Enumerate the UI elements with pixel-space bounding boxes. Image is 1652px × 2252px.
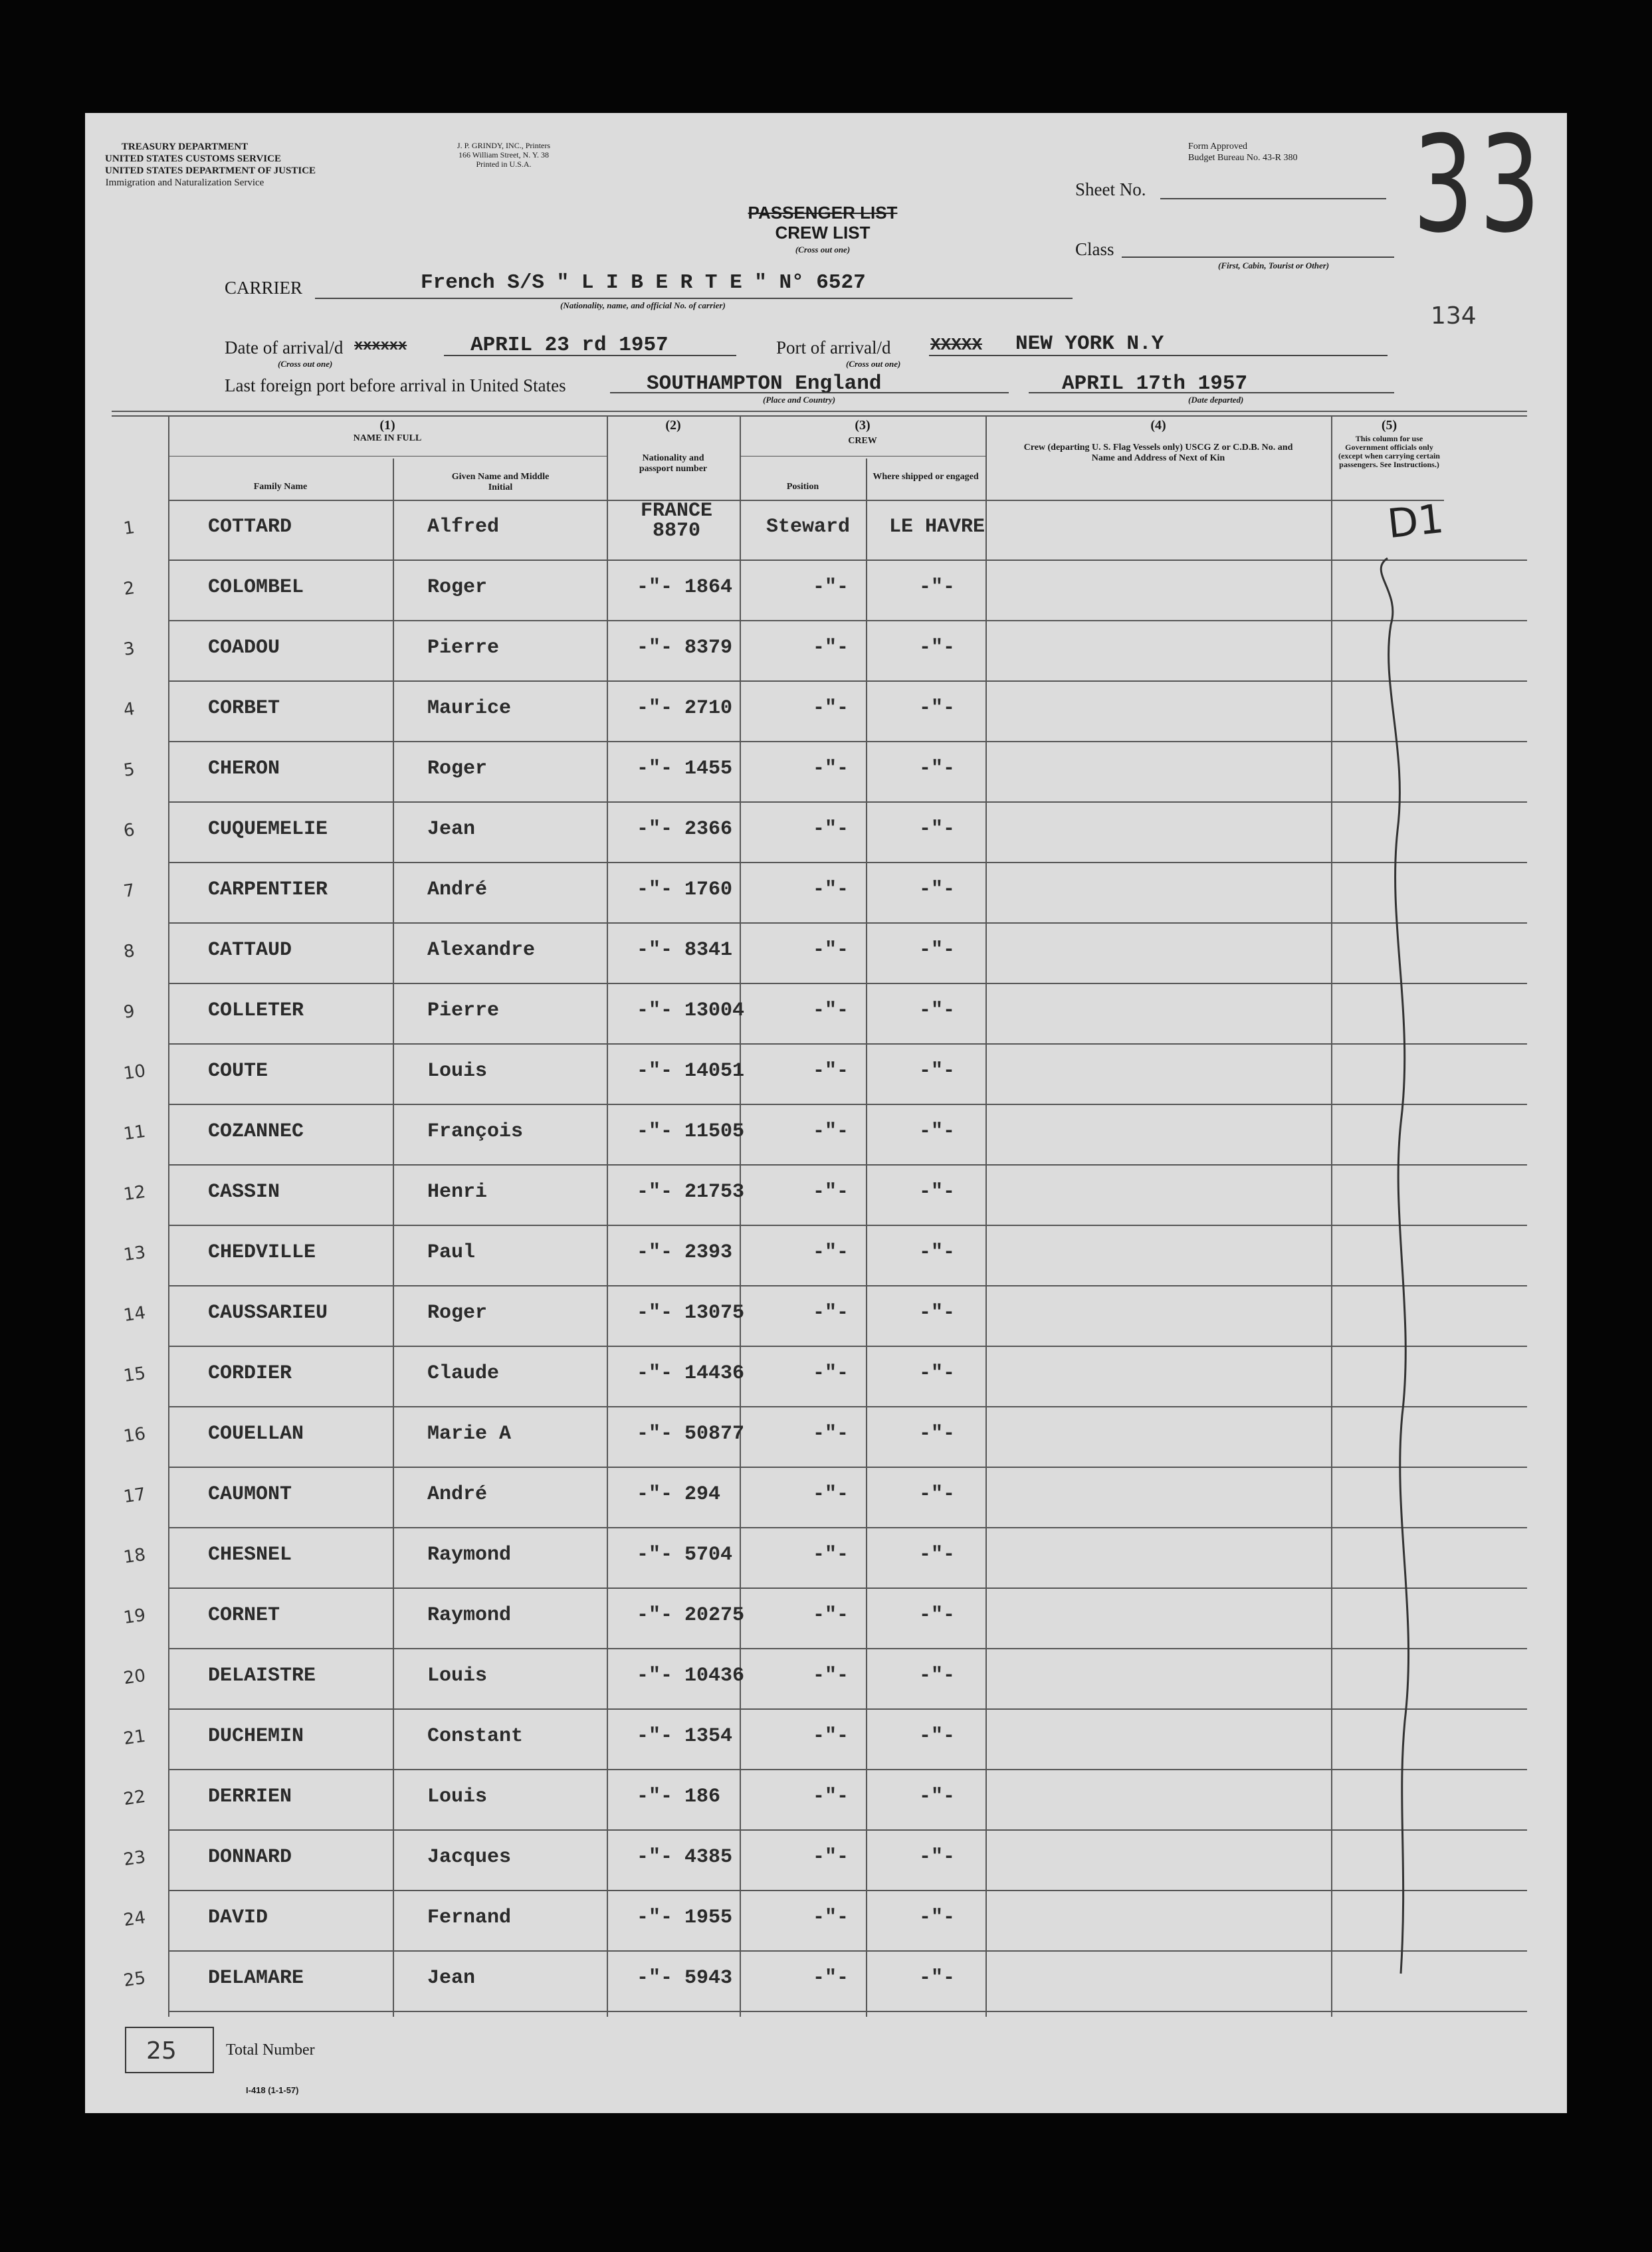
printer-line: Printed in U.S.A. — [476, 159, 532, 169]
cell-where: -"- — [919, 1725, 956, 1748]
cell-family: DUCHEMIN — [208, 1725, 304, 1748]
cell-passport: -"- 13004 — [637, 999, 745, 1022]
arrival-label: Date of arrival/d — [225, 338, 344, 358]
arrival-struck: xxxxxx — [354, 338, 407, 354]
cell-family: CHEDVILLE — [208, 1241, 316, 1264]
col2-title: Nationality and passport number — [639, 453, 708, 474]
cell-given: Louis — [427, 1060, 488, 1082]
col4-title: Crew (departing U. S. Flag Vessels only) USCG Z or C.D.B. No. and Name and Address of Next of Kin — [1023, 443, 1293, 463]
cell-given: Fernand — [427, 1906, 512, 1929]
cell-given: Constant — [427, 1725, 524, 1748]
cell-position: -"- — [813, 939, 849, 962]
row-number: 25 — [122, 1968, 148, 1992]
cell-family: DELAISTRE — [208, 1665, 316, 1687]
sheet-stamp: 33 — [1413, 113, 1546, 262]
cell-given: François — [427, 1120, 524, 1143]
cell-passport: -"- 2393 — [637, 1241, 733, 1264]
table-rule — [112, 415, 1527, 417]
cell-passport: -"- 14051 — [637, 1060, 745, 1082]
cell-given: Louis — [427, 1665, 488, 1687]
printer-block — [424, 141, 583, 169]
row-number: 22 — [122, 1786, 148, 1810]
table-row — [85, 802, 1567, 863]
crew-list-form — [85, 113, 1567, 2113]
printer-line: J. P. GRINDY, INC., Printers — [457, 141, 551, 150]
cell-family: CAUMONT — [208, 1483, 292, 1506]
row-number: 24 — [122, 1907, 148, 1931]
table-row — [85, 1407, 1567, 1467]
arrival-value: APRIL 23 rd 1957 — [470, 334, 669, 357]
cell-where: -"- — [919, 1665, 956, 1687]
cell-given: Pierre — [427, 637, 500, 659]
table-row — [85, 1044, 1567, 1104]
cell-where: -"- — [919, 1846, 956, 1869]
cell-family: COADOU — [208, 637, 280, 659]
cell-given: Henri — [427, 1181, 488, 1203]
cell-where: -"- — [919, 1604, 956, 1627]
cell-position: -"- — [813, 637, 849, 659]
departed-note: (Date departed) — [1188, 395, 1244, 405]
table-row — [85, 1588, 1567, 1649]
form-approved-line: Form Approved — [1188, 142, 1248, 152]
cell-given: Marie A — [427, 1423, 512, 1445]
departed-line — [1029, 392, 1394, 393]
sheet-label: Sheet No. — [1075, 179, 1146, 199]
cell-position: -"- — [813, 1060, 849, 1082]
row-number: 6 — [122, 819, 136, 842]
form-approved — [1188, 141, 1297, 163]
cell-given: Jacques — [427, 1846, 512, 1869]
row-number: 2 — [122, 577, 136, 600]
cell-family: DONNARD — [208, 1846, 292, 1869]
row-number: 9 — [122, 1001, 136, 1023]
cell-family: CORDIER — [208, 1362, 292, 1385]
total-box — [125, 2027, 214, 2073]
cell-position: -"- — [813, 758, 849, 780]
cell-passport: -"- 5704 — [637, 1544, 733, 1566]
table-row — [85, 1830, 1567, 1891]
row-number: 3 — [122, 638, 136, 661]
cell-family: CASSIN — [208, 1181, 280, 1203]
table-row — [85, 1528, 1567, 1588]
cell-family: CAUSSARIEU — [208, 1302, 328, 1324]
table-row — [85, 1346, 1567, 1407]
table-row — [85, 1286, 1567, 1346]
col5-scribble — [1361, 552, 1441, 2013]
cell-family: CATTAUD — [208, 939, 292, 962]
table-row — [85, 621, 1567, 681]
carrier-label: CARRIER — [225, 278, 303, 298]
cell-passport: -"- 5943 — [637, 1967, 733, 1990]
col1-title: NAME IN FULL — [353, 433, 422, 443]
cell-where: -"- — [919, 1362, 956, 1385]
row-number: 12 — [122, 1181, 148, 1205]
port-line — [929, 355, 1388, 356]
form-title: CREW LIST — [775, 223, 871, 243]
form-code: I-418 (1-1-57) — [246, 2085, 299, 2095]
cell-passport: -"- 1354 — [637, 1725, 733, 1748]
cell-given: Roger — [427, 576, 488, 599]
cell-passport: -"- 2710 — [637, 697, 733, 720]
total-label: Total Number — [226, 2041, 315, 2059]
cell-family: COZANNEC — [208, 1120, 304, 1143]
cell-passport: FRANCE 8870 — [640, 500, 713, 542]
carrier-value: French S/S " L I B E R T E " N° 6527 — [421, 271, 866, 294]
cell-where: -"- — [919, 999, 956, 1022]
cell-given: Jean — [427, 1967, 476, 1990]
carrier-line — [315, 298, 1073, 299]
departed-value: APRIL 17th 1957 — [1062, 372, 1248, 395]
cell-where: -"- — [919, 697, 956, 720]
total-value: 25 — [146, 2037, 177, 2065]
cell-passport: -"- 1455 — [637, 758, 733, 780]
cell-passport: -"- 4385 — [637, 1846, 733, 1869]
row-number: 14 — [122, 1302, 148, 1326]
cell-given: Paul — [427, 1241, 476, 1264]
cell-position: -"- — [813, 1604, 849, 1627]
cell-given: Raymond — [427, 1544, 512, 1566]
table-row — [85, 500, 1567, 560]
cell-passport: -"- 21753 — [637, 1181, 745, 1203]
table-row — [85, 1709, 1567, 1770]
cell-where: -"- — [919, 1906, 956, 1929]
cell-position: -"- — [813, 1181, 849, 1203]
agency-line: Immigration and Naturalization Service — [105, 177, 264, 188]
cell-family: DAVID — [208, 1906, 268, 1929]
cell-position: -"- — [813, 1846, 849, 1869]
cell-position: -"- — [813, 1786, 849, 1808]
arrival-line — [444, 355, 736, 356]
cell-position: -"- — [813, 999, 849, 1022]
cell-family: CHESNEL — [208, 1544, 292, 1566]
col3-title: CREW — [848, 436, 877, 446]
row-number: 1 — [122, 517, 136, 540]
col5-title: This column for use Government officials only (except when carrying certain passengers. See Instructions.) — [1338, 434, 1440, 469]
cell-where: -"- — [919, 637, 956, 659]
cell-family: DERRIEN — [208, 1786, 292, 1808]
agency-line: UNITED STATES DEPARTMENT OF JUSTICE — [105, 165, 316, 176]
cell-position: -"- — [813, 1302, 849, 1324]
cell-passport: -"- 186 — [637, 1786, 721, 1808]
cell-where: -"- — [919, 1302, 956, 1324]
agency-line: TREASURY DEPARTMENT — [121, 142, 249, 152]
table-row — [85, 1891, 1567, 1951]
cell-passport: -"- 13075 — [637, 1302, 745, 1324]
cell-given: Roger — [427, 758, 488, 780]
table-rule — [112, 411, 1527, 412]
row-number: 13 — [122, 1242, 148, 1266]
table-row — [85, 1467, 1567, 1528]
class-line — [1122, 256, 1394, 258]
port-note: (Cross out one) — [846, 359, 901, 369]
cell-given: Maurice — [427, 697, 512, 720]
cell-position: -"- — [813, 576, 849, 599]
cell-family: COLLETER — [208, 999, 304, 1022]
cell-passport: -"- 20275 — [637, 1604, 745, 1627]
cell-where: -"- — [919, 1544, 956, 1566]
cell-given: Alfred — [427, 516, 500, 538]
cell-position: -"- — [813, 1544, 849, 1566]
cell-passport: -"- 8379 — [637, 637, 733, 659]
cell-where: LE HAVRE — [889, 516, 985, 538]
row-number: 21 — [122, 1726, 148, 1750]
table-row — [85, 1649, 1567, 1709]
table-row — [85, 681, 1567, 742]
cell-where: -"- — [919, 818, 956, 841]
row-number: 20 — [122, 1665, 148, 1689]
table-row — [85, 983, 1567, 1044]
cell-passport: -"- 10436 — [637, 1665, 745, 1687]
title-note: (Cross out one) — [795, 245, 851, 255]
table-row — [85, 923, 1567, 983]
cell-where: -"- — [919, 1060, 956, 1082]
sheet-line — [1160, 198, 1386, 199]
agency-line: UNITED STATES CUSTOMS SERVICE — [105, 154, 281, 164]
cell-position: -"- — [813, 878, 849, 901]
row-number: 7 — [122, 880, 136, 902]
port-struck: XXXXX — [930, 335, 983, 355]
cell-family: CUQUEMELIE — [208, 818, 328, 841]
row-number: 15 — [122, 1363, 148, 1387]
cell-where: -"- — [919, 1181, 956, 1203]
last-port-value: SOUTHAMPTON England — [647, 372, 882, 395]
row-number: 16 — [122, 1423, 148, 1447]
cell-family: CORBET — [208, 697, 280, 720]
row-number: 10 — [122, 1061, 148, 1084]
col2-number: (2) — [665, 418, 681, 433]
row-number: 17 — [122, 1484, 148, 1508]
arrival-note: (Cross out one) — [278, 359, 333, 369]
cell-passport: -"- 11505 — [637, 1120, 745, 1143]
row-number: 19 — [122, 1605, 148, 1629]
carrier-note: (Nationality, name, and official No. of carrier) — [560, 300, 726, 310]
col3a-title: Position — [786, 482, 819, 492]
header-rule — [168, 456, 607, 457]
cell-where: -"- — [919, 758, 956, 780]
cell-where: -"- — [919, 1423, 956, 1445]
cell-position: -"- — [813, 1362, 849, 1385]
cell-where: -"- — [919, 1967, 956, 1990]
cell-where: -"- — [919, 878, 956, 901]
header-rule — [740, 456, 985, 457]
cell-passport: -"- 1864 — [637, 576, 733, 599]
agency-block — [105, 141, 316, 189]
cell-passport: -"- 14436 — [637, 1362, 745, 1385]
class-label: Class — [1075, 239, 1114, 259]
cell-position: -"- — [813, 1120, 849, 1143]
page-number: 134 — [1431, 302, 1477, 330]
printer-line: 166 William Street, N. Y. 38 — [459, 150, 549, 159]
last-port-line — [610, 392, 1009, 393]
cell-passport: -"- 294 — [637, 1483, 721, 1506]
cell-given: Louis — [427, 1786, 488, 1808]
cell-where: -"- — [919, 1483, 956, 1506]
cell-position: -"- — [813, 1725, 849, 1748]
title-struck: PASSENGER LIST — [748, 203, 898, 223]
col1-number: (1) — [379, 418, 395, 433]
cell-position: -"- — [813, 1906, 849, 1929]
cell-given: Jean — [427, 818, 476, 841]
cell-position: -"- — [813, 818, 849, 841]
cell-given: Pierre — [427, 999, 500, 1022]
cell-given: Alexandre — [427, 939, 536, 962]
cell-given: Raymond — [427, 1604, 512, 1627]
cell-family: COTTARD — [208, 516, 292, 538]
cell-passport: -"- 2366 — [637, 818, 733, 841]
cell-given: André — [427, 878, 488, 901]
cell-family: CORNET — [208, 1604, 280, 1627]
cell-where: -"- — [919, 1241, 956, 1264]
row-number: 23 — [122, 1847, 148, 1871]
cell-where: -"- — [919, 576, 956, 599]
last-port-label: Last foreign port before arrival in United States — [225, 375, 566, 395]
last-port-note: (Place and Country) — [763, 395, 836, 405]
cell-position: -"- — [813, 1665, 849, 1687]
table-row — [85, 863, 1567, 923]
table-row — [85, 1770, 1567, 1830]
port-label: Port of arrival/d — [776, 338, 891, 358]
row-rule — [168, 2011, 1527, 2012]
cell-passport: -"- 50877 — [637, 1423, 745, 1445]
cell-position: -"- — [813, 697, 849, 720]
row-number: 5 — [122, 759, 136, 781]
cell-given: André — [427, 1483, 488, 1506]
cell-where: -"- — [919, 1786, 956, 1808]
cell-position: -"- — [813, 1967, 849, 1990]
port-value: NEW YORK N.Y — [1015, 332, 1164, 356]
cell-passport: -"- 1760 — [637, 878, 733, 901]
cell-family: CARPENTIER — [208, 878, 328, 901]
cell-where: -"- — [919, 939, 956, 962]
col1a-title: Family Name — [253, 482, 308, 492]
cell-position: -"- — [813, 1241, 849, 1264]
cell-position: Steward — [766, 516, 851, 538]
row-number: 18 — [122, 1544, 148, 1568]
form-approved-line: Budget Bureau No. 43-R 380 — [1188, 153, 1298, 163]
table-row — [85, 742, 1567, 802]
row-number: 8 — [122, 940, 136, 963]
row-number: 11 — [122, 1121, 148, 1145]
cell-family: COUTE — [208, 1060, 268, 1082]
cell-position: -"- — [813, 1483, 849, 1506]
cell-where: -"- — [919, 1120, 956, 1143]
col3b-title: Where shipped or engaged — [873, 472, 979, 482]
col5-number: (5) — [1381, 418, 1397, 433]
table-row — [85, 1104, 1567, 1165]
table-row — [85, 560, 1567, 621]
cell-position: -"- — [813, 1423, 849, 1445]
table-row — [85, 1165, 1567, 1225]
cell-passport: -"- 1955 — [637, 1906, 733, 1929]
row-number: 4 — [122, 698, 136, 721]
col1b-title: Given Name and Middle Initial — [451, 472, 550, 492]
table-row — [85, 1225, 1567, 1286]
cell-family: CHERON — [208, 758, 280, 780]
cell-given: Claude — [427, 1362, 500, 1385]
cell-passport: -"- 8341 — [637, 939, 733, 962]
table-row — [85, 1951, 1567, 2011]
class-note: (First, Cabin, Tourist or Other) — [1218, 260, 1330, 270]
col4-number: (4) — [1150, 418, 1166, 433]
cell-family: COLOMBEL — [208, 576, 304, 599]
cell-family: DELAMARE — [208, 1967, 304, 1990]
cell-given: Roger — [427, 1302, 488, 1324]
col5-mark: D1 — [1385, 495, 1446, 548]
cell-family: COUELLAN — [208, 1423, 304, 1445]
col3-number: (3) — [855, 418, 871, 433]
